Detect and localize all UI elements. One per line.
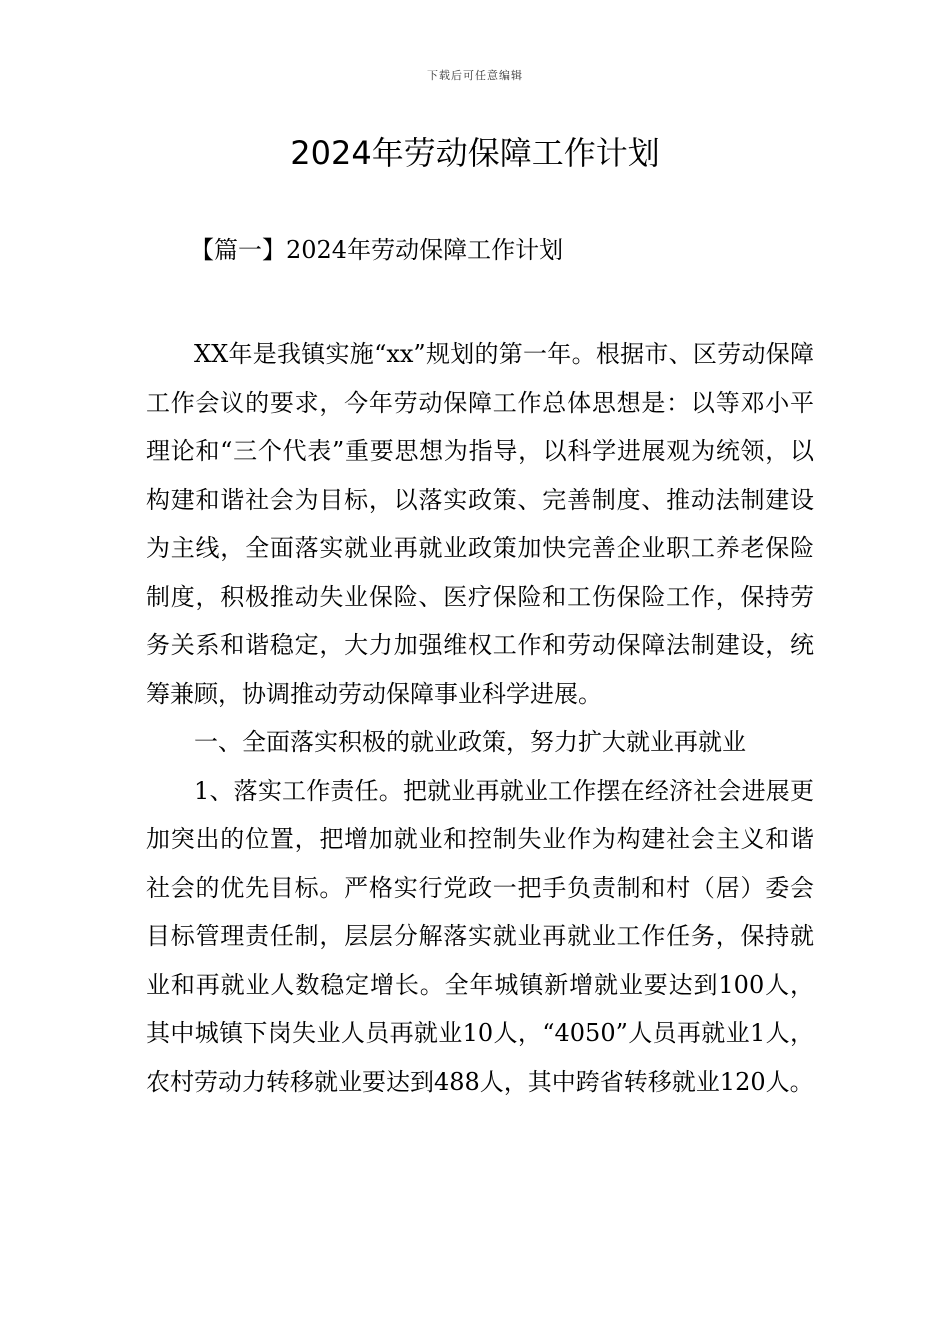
document-body — [146, 330, 814, 1106]
paragraph-intro: XX年是我镇实施“xx”规划的第一年。根据市、区劳动保障工作会议的要求，今年劳动保障工作总体思想是：以等邓小平理论和“三个代表”重要思想为指导，以科学进展观为统领，以构建和谐社会为目标，以落实政策、完善制度、推动法制建设为主线，全面落实就业再就业政策加快完善企业职工养老保险制度，积极推动失业保险、医疗保险和工伤保险工作，保持劳务关系和谐稳定，大力加强维权工作和劳动保障法制建设，统筹兼顾，协调推动劳动保障事业科学进展。 — [146, 340, 814, 708]
header-note: 下载后可任意编辑 — [427, 69, 523, 82]
paragraph-section-one-heading: 一、全面落实积极的就业政策，努力扩大就业再就业 — [194, 728, 746, 756]
section-heading: 【篇一】2024年劳动保障工作计划 — [190, 236, 564, 264]
document-title: 2024年劳动保障工作计划 — [290, 134, 660, 172]
paragraph-item-one: 1、落实工作责任。把就业再就业工作摆在经济社会进展更加突出的位置，把增加就业和控制失业作为构建社会主义和谐社会的优先目标。严格实行党政一把手负责制和村（居）委会目标管理责任制，层层分解落实就业再就业工作任务，保持就业和再就业人数稳定增长。全年城镇新增就业要达到100人，其中城镇下岗失业人员再就业10人，“4050”人员再就业1人，农村劳动力转移就业要达到488人，其中跨省转移就业120人。 — [146, 776, 814, 1096]
